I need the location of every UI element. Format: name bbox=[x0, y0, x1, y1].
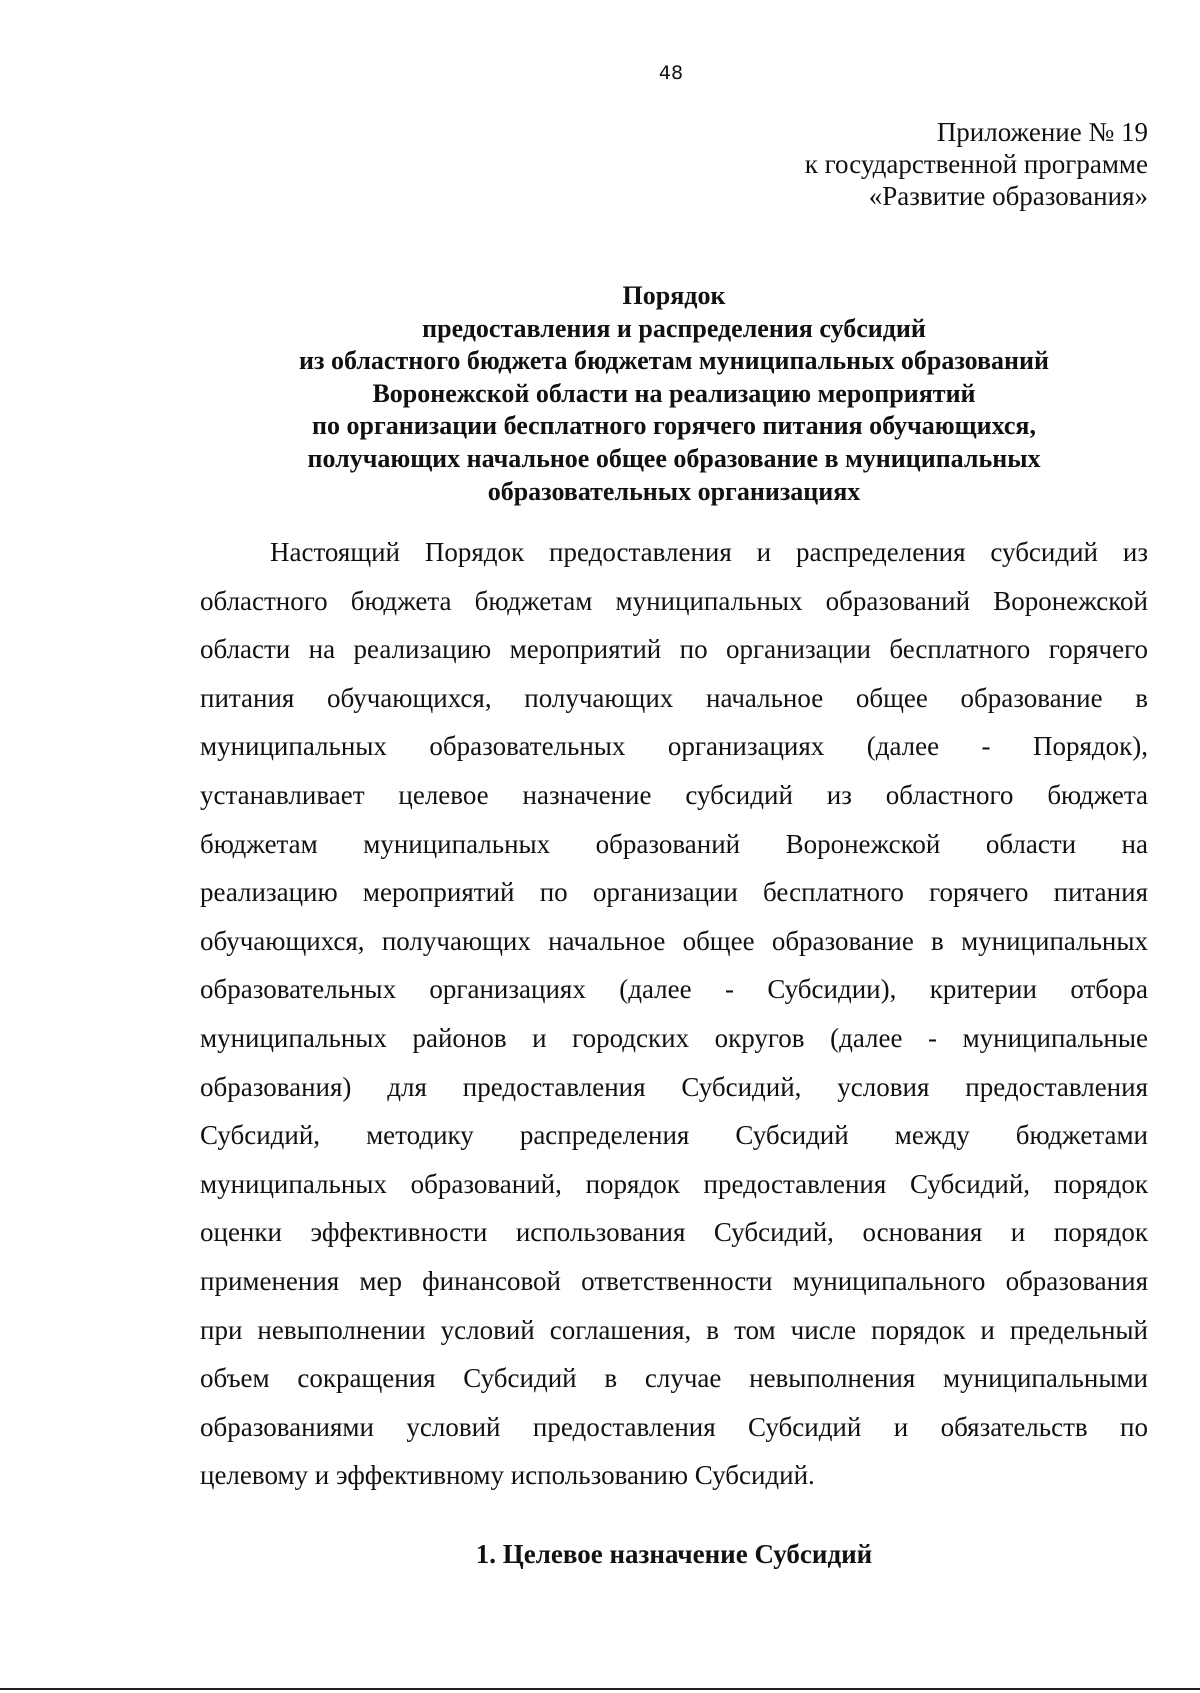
appendix-program-name: «Развитие образования» bbox=[868, 181, 1148, 211]
title-line: получающих начальное общее образование в муниципальных bbox=[307, 443, 1041, 473]
paragraph-line: Субсидий, методику распределения Субсидий между бюджетами bbox=[200, 1120, 1148, 1151]
paragraph-line: образовательных организациях (далее - Субсидии), критерии отбора bbox=[200, 974, 1148, 1005]
paragraph-line: питания обучающихся, получающих начальное общее образование в bbox=[200, 682, 1148, 713]
paragraph-line: реализацию мероприятий по организации бесплатного горячего питания bbox=[200, 877, 1148, 908]
paragraph-line: образования) для предоставления Субсидий, условия предоставления bbox=[200, 1071, 1148, 1102]
paragraph-line: объем сокращения Субсидий в случае невыполнения муниципальными bbox=[200, 1363, 1148, 1394]
appendix-number: Приложение № 19 bbox=[936, 117, 1148, 147]
paragraph-line: оценки эффективности использования Субсидий, основания и порядок bbox=[200, 1217, 1148, 1248]
appendix-header bbox=[548, 116, 1148, 212]
paragraph-line: обучающихся, получающих начальное общее образование в муниципальных bbox=[200, 925, 1148, 956]
body-paragraph bbox=[200, 528, 1148, 1500]
paragraph-line: при невыполнении условий соглашения, в том числе порядок и предельный bbox=[200, 1314, 1148, 1345]
title-line: образовательных организациях bbox=[487, 476, 861, 506]
document-title bbox=[200, 280, 1148, 508]
paragraph-line: образованиями условий предоставления Субсидий и обязательств по bbox=[200, 1411, 1148, 1442]
appendix-program-ref: к государственной программе bbox=[804, 149, 1148, 179]
paragraph-line: областного бюджета бюджетам муниципальных образований Воронежской bbox=[200, 585, 1148, 616]
page-bottom-divider bbox=[0, 1688, 1200, 1690]
title-line: по организации бесплатного горячего питания обучающихся, bbox=[312, 411, 1036, 441]
paragraph-line: муниципальных образовательных организациях (далее - Порядок), bbox=[200, 731, 1148, 762]
page-number: 48 bbox=[658, 62, 684, 84]
title-line: из областного бюджета бюджетам муниципальных образований bbox=[299, 346, 1049, 376]
title-line: Воронежской области на реализацию мероприятий bbox=[372, 378, 976, 408]
paragraph-line: целевому и эффективному использованию Субсидий. bbox=[200, 1460, 815, 1491]
paragraph-line: устанавливает целевое назначение субсидий из областного бюджета bbox=[200, 779, 1148, 810]
paragraph-line: бюджетам муниципальных образований Воронежской области на bbox=[200, 828, 1148, 859]
paragraph-line: муниципальных районов и городских округов (далее - муниципальные bbox=[200, 1022, 1148, 1053]
paragraph-line: муниципальных образований, порядок предоставления Субсидий, порядок bbox=[200, 1168, 1148, 1199]
paragraph-line: области на реализацию мероприятий по организации бесплатного горячего bbox=[200, 634, 1148, 665]
paragraph-line: Настоящий Порядок предоставления и распределения субсидий из bbox=[270, 537, 1148, 567]
title-line: Порядок bbox=[622, 281, 726, 310]
title-line: предоставления и распределения субсидий bbox=[422, 313, 926, 343]
paragraph-line: применения мер финансовой ответственности муниципального образования bbox=[200, 1265, 1148, 1296]
section-heading: 1. Целевое назначение Субсидий bbox=[475, 1539, 873, 1569]
